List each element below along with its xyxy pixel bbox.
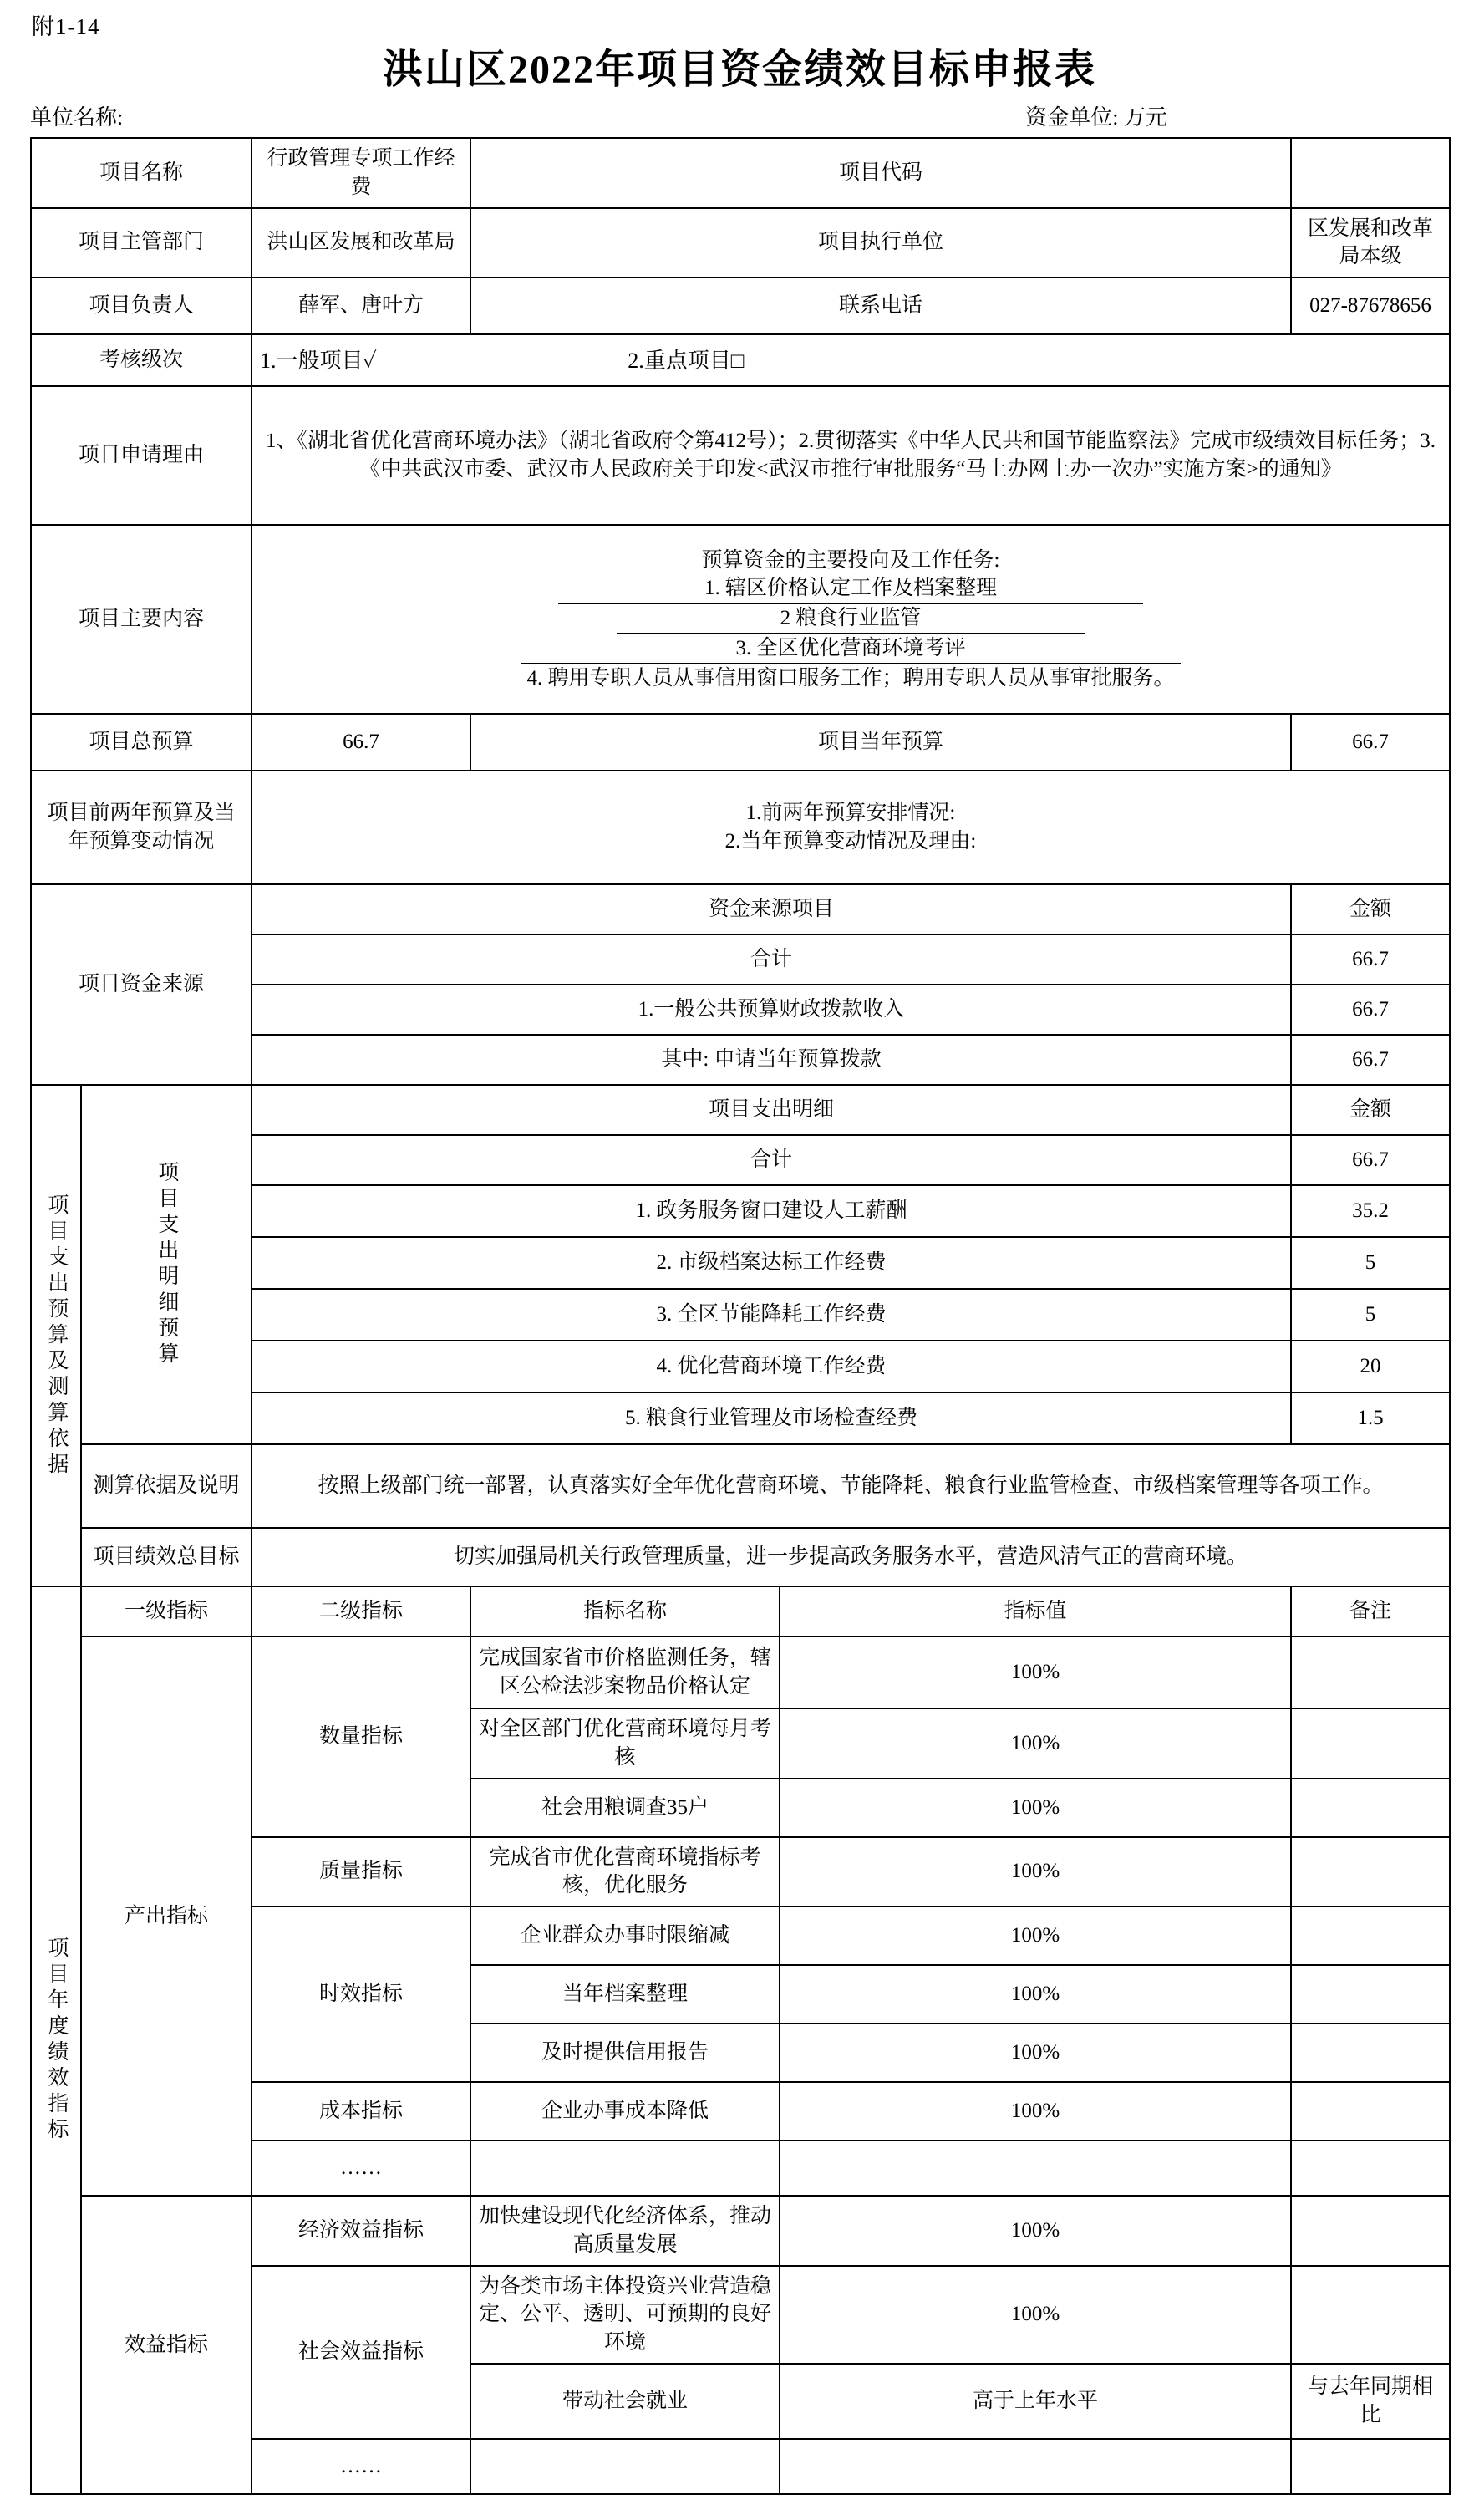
indicator-level2-economic: 经济效益指标 bbox=[252, 2196, 470, 2266]
table-row-fund-source-header bbox=[31, 884, 1450, 934]
expenditure-item-name: 2. 市级档案达标工作经费 bbox=[252, 1237, 1291, 1289]
indicator-value: 100% bbox=[780, 2024, 1291, 2082]
indicator-value: 100% bbox=[780, 1779, 1291, 1837]
indicators-header-name: 指标名称 bbox=[470, 1586, 780, 1637]
table-row-indicator bbox=[31, 1637, 1450, 1708]
table-row-indicator bbox=[31, 2196, 1450, 2266]
fund-source-item-amount: 66.7 bbox=[1291, 985, 1450, 1035]
assessment-level-label: 考核级次 bbox=[31, 334, 252, 386]
indicator-name: 社会用粮调查35户 bbox=[470, 1779, 780, 1837]
indicator-remark bbox=[1291, 1907, 1450, 1965]
table-row-total-budget bbox=[31, 714, 1450, 771]
attachment-number: 附1-14 bbox=[32, 14, 100, 39]
overall-goal-label: 项目绩效总目标 bbox=[81, 1528, 252, 1586]
project-code-label: 项目代码 bbox=[470, 138, 1291, 208]
indicator-value: 100% bbox=[780, 2082, 1291, 2141]
indicator-value: 高于上年水平 bbox=[780, 2364, 1291, 2439]
indicator-name: 完成国家省市价格监测任务，辖区公检法涉案物品价格认定 bbox=[470, 1637, 780, 1708]
prior-budget-line-2: 2.当年预算变动情况及理由: bbox=[724, 830, 977, 853]
indicator-remark bbox=[1291, 2196, 1450, 2266]
table-row-project-name bbox=[31, 138, 1450, 208]
phone-value: 027-87678656 bbox=[1291, 277, 1450, 334]
indicator-value bbox=[780, 2141, 1291, 2196]
expenditure-item-amount: 1.5 bbox=[1291, 1392, 1450, 1444]
fund-unit-label: 资金单位: 万元 bbox=[1025, 104, 1167, 130]
indicator-name: 完成省市优化营商环境指标考核，优化服务 bbox=[470, 1837, 780, 1907]
indicators-label: 项目年度绩效指标 bbox=[31, 1586, 81, 2494]
indicator-value: 100% bbox=[780, 1837, 1291, 1907]
indicator-name: 为各类市场主体投资兴业营造稳定、公平、透明、可预期的良好环境 bbox=[470, 2266, 780, 2364]
main-content-label: 项目主要内容 bbox=[31, 525, 252, 714]
page-title: 洪山区2022年项目资金绩效目标申报表 bbox=[382, 47, 1096, 92]
indicator-level2-timeliness: 时效指标 bbox=[252, 1907, 470, 2082]
expenditure-item-amount: 20 bbox=[1291, 1341, 1450, 1392]
indicator-remark bbox=[1291, 2024, 1450, 2082]
indicator-remark bbox=[1291, 2439, 1450, 2494]
leader-label: 项目负责人 bbox=[31, 277, 252, 334]
indicator-name: 及时提供信用报告 bbox=[470, 2024, 780, 2082]
indicator-name: 企业办事成本降低 bbox=[470, 2082, 780, 2141]
indicator-level2-social: 社会效益指标 bbox=[252, 2266, 470, 2439]
expenditure-item-amount: 35.2 bbox=[1291, 1185, 1450, 1237]
table-row-indicators-header bbox=[31, 1586, 1450, 1637]
fund-source-col-amount: 金额 bbox=[1291, 884, 1450, 934]
indicator-value: 100% bbox=[780, 1637, 1291, 1708]
application-reason-text: 1、《湖北省优化营商环境办法》（湖北省政府令第412号）；2.贯彻落实《中华人民共和国节能监察法》完成市级绩效目标任务；3.《中共武汉市委、武汉市人民政府关于印发<武汉市推行审批服务“马上办网上办一次办”实施方案>的通知》 bbox=[252, 386, 1450, 525]
indicator-value: 100% bbox=[780, 2196, 1291, 2266]
indicators-header-level2: 二级指标 bbox=[252, 1586, 470, 1637]
expenditure-col-amount: 金额 bbox=[1291, 1085, 1450, 1135]
indicator-level2-ellipsis: …… bbox=[252, 2439, 470, 2494]
budget-form-table bbox=[30, 137, 1451, 2495]
assessment-option-general[interactable]: 1.一般项目✓ bbox=[260, 348, 378, 373]
main-content-item-4: 4. 聘用专职人员从事信用窗口服务工作；聘用专职人员从事审批服务。 bbox=[526, 666, 1175, 690]
exec-unit-label: 项目执行单位 bbox=[470, 208, 1291, 278]
main-content-item-2: 2 粮食行业监管 bbox=[260, 604, 1441, 634]
assessment-option-key[interactable]: 2.重点项目□ bbox=[628, 348, 745, 373]
indicator-name: 企业群众办事时限缩减 bbox=[470, 1907, 780, 1965]
table-row-application-reason bbox=[31, 386, 1450, 525]
main-content-heading: 预算资金的主要投向及工作任务: bbox=[701, 548, 1000, 572]
table-row-expenditure-header bbox=[31, 1085, 1450, 1135]
unit-name-label: 单位名称: bbox=[30, 104, 124, 130]
table-row-assessment-level bbox=[31, 334, 1450, 386]
current-budget-label: 项目当年预算 bbox=[470, 714, 1291, 771]
expenditure-col-item: 项目支出明细 bbox=[252, 1085, 1291, 1135]
total-budget-value: 66.7 bbox=[252, 714, 470, 771]
expenditure-item-amount: 66.7 bbox=[1291, 1135, 1450, 1185]
indicator-remark bbox=[1291, 1708, 1450, 1779]
indicator-level2-ellipsis: …… bbox=[252, 2141, 470, 2196]
indicator-name bbox=[470, 2439, 780, 2494]
indicators-header-value: 指标值 bbox=[780, 1586, 1291, 1637]
expenditure-item-amount: 5 bbox=[1291, 1237, 1450, 1289]
main-content-item-3: 3. 全区优化营商环境考评 bbox=[260, 634, 1441, 664]
indicator-name: 带动社会就业 bbox=[470, 2364, 780, 2439]
fund-source-item-amount: 66.7 bbox=[1291, 934, 1450, 985]
indicator-remark bbox=[1291, 1965, 1450, 2024]
indicator-value: 100% bbox=[780, 2266, 1291, 2364]
table-row-expenditure-basis bbox=[31, 1444, 1450, 1528]
exec-unit-value: 区发展和改革局本级 bbox=[1291, 208, 1450, 278]
indicators-header-level1: 一级指标 bbox=[81, 1586, 252, 1637]
total-budget-label: 项目总预算 bbox=[31, 714, 252, 771]
fund-source-item-name: 1.一般公共预算财政拨款收入 bbox=[252, 985, 1291, 1035]
project-code-value bbox=[1291, 138, 1450, 208]
indicator-remark: 与去年同期相比 bbox=[1291, 2364, 1450, 2439]
indicator-remark bbox=[1291, 2266, 1450, 2364]
table-row-leader bbox=[31, 277, 1450, 334]
fund-source-item-name: 其中: 申请当年预算拨款 bbox=[252, 1035, 1291, 1085]
fund-source-col-item: 资金来源项目 bbox=[252, 884, 1291, 934]
indicator-remark bbox=[1291, 2141, 1450, 2196]
application-reason-label: 项目申请理由 bbox=[31, 386, 252, 525]
expenditure-item-amount: 5 bbox=[1291, 1289, 1450, 1341]
dept-value: 洪山区发展和改革局 bbox=[252, 208, 470, 278]
main-content-item-1: 1. 辖区价格认定工作及档案整理 bbox=[260, 574, 1441, 604]
indicator-value: 100% bbox=[780, 1965, 1291, 2024]
indicator-remark bbox=[1291, 1837, 1450, 1907]
table-row-overall-goal bbox=[31, 1528, 1450, 1586]
expenditure-item-name: 合计 bbox=[252, 1135, 1291, 1185]
fund-source-item-amount: 66.7 bbox=[1291, 1035, 1450, 1085]
table-row-main-content bbox=[31, 525, 1450, 714]
indicator-value: 100% bbox=[780, 1907, 1291, 1965]
expenditure-inner-label: 项目支出明细预算 bbox=[81, 1085, 252, 1444]
dept-label: 项目主管部门 bbox=[31, 208, 252, 278]
indicator-level2-quantity: 数量指标 bbox=[252, 1637, 470, 1837]
project-name-label: 项目名称 bbox=[31, 138, 252, 208]
expenditure-basis-text: 按照上级部门统一部署，认真落实好全年优化营商环境、节能降耗、粮食行业监管检查、市级档案管理等各项工作。 bbox=[252, 1444, 1450, 1528]
main-content-text bbox=[252, 525, 1450, 714]
expenditure-basis-label: 测算依据及说明 bbox=[81, 1444, 252, 1528]
table-row-department bbox=[31, 208, 1450, 278]
indicator-remark bbox=[1291, 2082, 1450, 2141]
prior-budget-line-1: 1.前两年预算安排情况: bbox=[745, 802, 956, 825]
indicators-header-remark: 备注 bbox=[1291, 1586, 1450, 1637]
indicator-level1-output: 产出指标 bbox=[81, 1637, 252, 2196]
indicator-level2-cost: 成本指标 bbox=[252, 2082, 470, 2141]
fund-source-label: 项目资金来源 bbox=[31, 884, 252, 1085]
meta-row bbox=[30, 104, 1449, 130]
assessment-level-options bbox=[252, 334, 1450, 386]
overall-goal-text: 切实加强局机关行政管理质量，进一步提高政务服务水平，营造风清气正的营商环境。 bbox=[252, 1528, 1450, 1586]
current-budget-value: 66.7 bbox=[1291, 714, 1450, 771]
leader-value: 薛军、唐叶方 bbox=[252, 277, 470, 334]
prior-budget-label: 项目前两年预算及当年预算变动情况 bbox=[31, 771, 252, 884]
expenditure-item-name: 4. 优化营商环境工作经费 bbox=[252, 1341, 1291, 1392]
indicator-name: 加快建设现代化经济体系，推动高质量发展 bbox=[470, 2196, 780, 2266]
expenditure-item-name: 3. 全区节能降耗工作经费 bbox=[252, 1289, 1291, 1341]
expenditure-item-name: 5. 粮食行业管理及市场检查经费 bbox=[252, 1392, 1291, 1444]
expenditure-item-name: 1. 政务服务窗口建设人工薪酬 bbox=[252, 1185, 1291, 1237]
fund-source-item-name: 合计 bbox=[252, 934, 1291, 985]
indicator-level1-benefit: 效益指标 bbox=[81, 2196, 252, 2494]
indicator-name bbox=[470, 2141, 780, 2196]
project-name-value: 行政管理专项工作经费 bbox=[252, 138, 470, 208]
table-row-prior-budget bbox=[31, 771, 1450, 884]
indicator-name: 当年档案整理 bbox=[470, 1965, 780, 2024]
indicator-remark bbox=[1291, 1779, 1450, 1837]
phone-label: 联系电话 bbox=[470, 277, 1291, 334]
prior-budget-text bbox=[252, 771, 1450, 884]
indicator-value bbox=[780, 2439, 1291, 2494]
indicator-value: 100% bbox=[780, 1708, 1291, 1779]
indicator-name: 对全区部门优化营商环境每月考核 bbox=[470, 1708, 780, 1779]
indicator-remark bbox=[1291, 1637, 1450, 1708]
expenditure-outer-label: 项目支出预算及测算依据 bbox=[31, 1085, 81, 1586]
indicator-level2-quality: 质量指标 bbox=[252, 1837, 470, 1907]
